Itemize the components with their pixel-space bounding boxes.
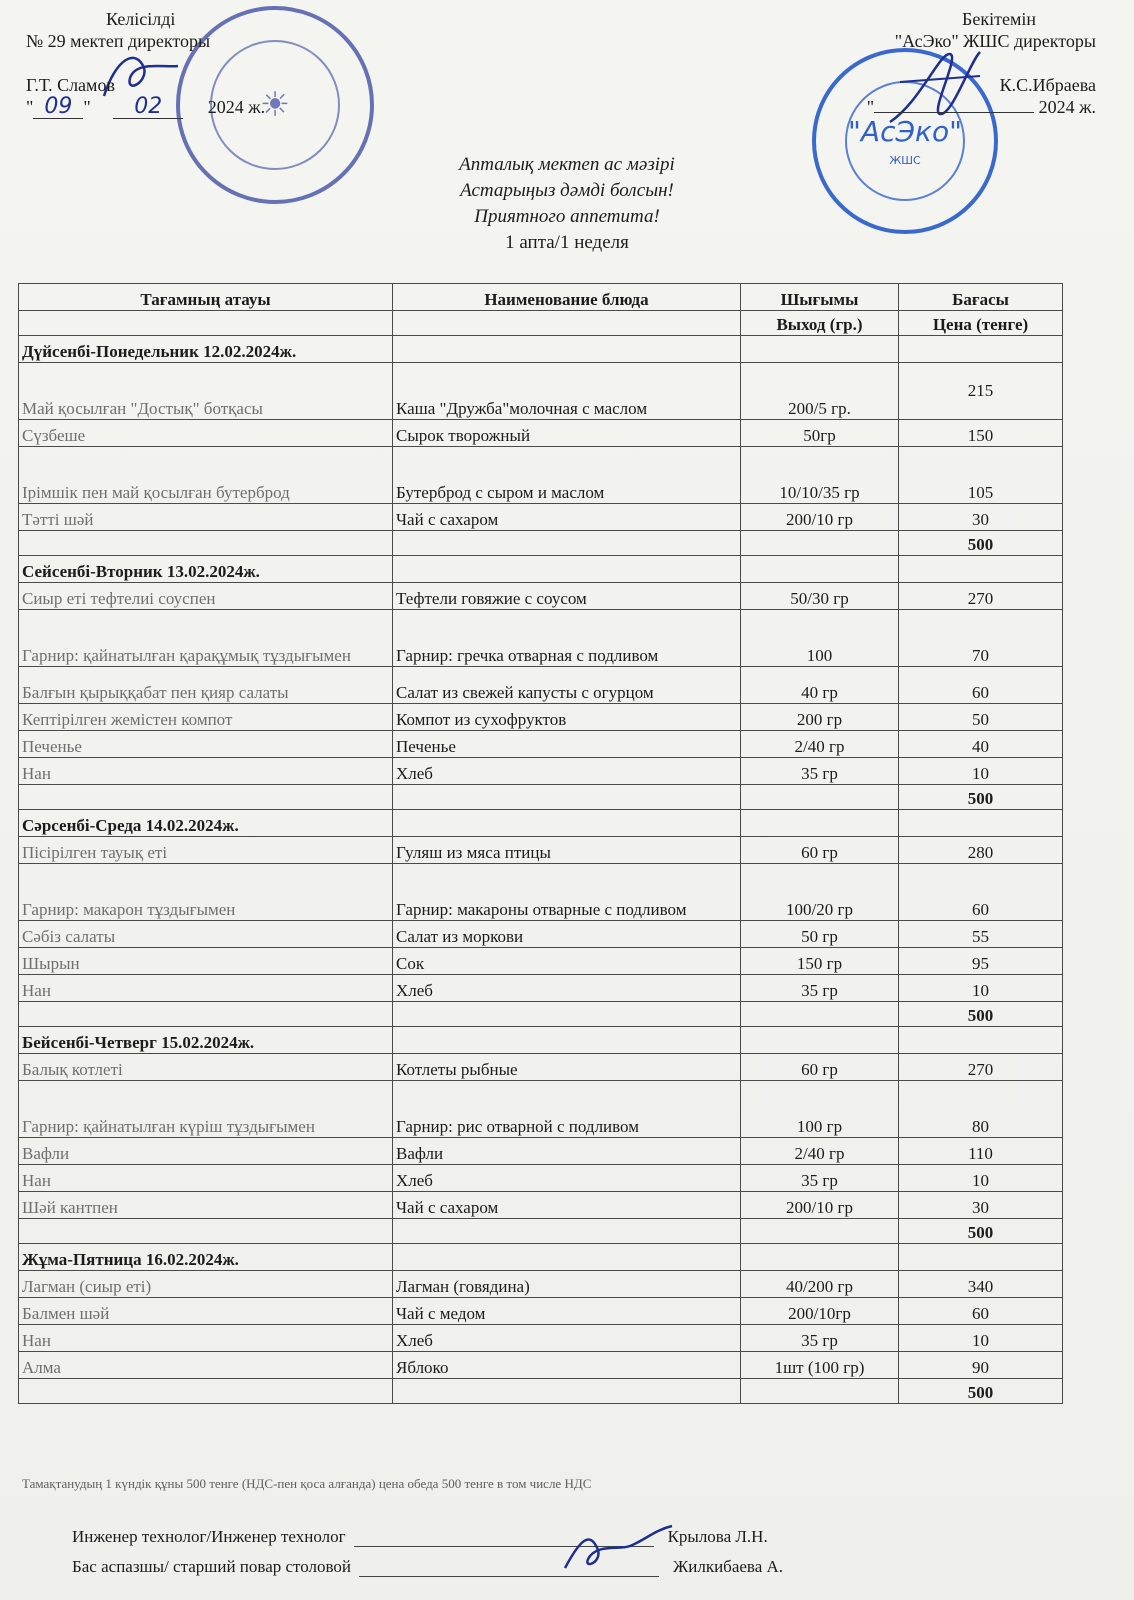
approval-right-name: К.С.Ибраева [999,75,1096,95]
dish-name-ru: Хлеб [393,1325,741,1352]
dish-price: 270 [899,583,1063,610]
dish-name-kz: Балғын қырыққабат пен қияр салаты [19,667,393,704]
dish-yield: 60 гр [741,1054,899,1081]
dish-yield: 100 [741,610,899,667]
dish-yield: 200 гр [741,704,899,731]
dish-yield: 35 гр [741,975,899,1002]
dish-yield: 200/10гр [741,1298,899,1325]
dish-name-ru: Чай с сахаром [393,504,741,531]
dish-name-ru: Гарнир: рис отварной с подливом [393,1081,741,1138]
approval-month: 02 [113,96,183,119]
table-row [19,1192,1063,1219]
dish-name-ru: Яблоко [393,1352,741,1379]
day-total-row [19,531,1063,556]
dish-name-ru: Чай с медом [393,1298,741,1325]
approval-left-date: " 09 " 02 2024 ж. [26,94,266,119]
dish-name-kz: Алма [19,1352,393,1379]
price-footnote: Тамақтанудың 1 күндік құны 500 тенге (НДС-пен қоса алғанда) цена обеда 500 тенге в том числе НДС [22,1476,592,1491]
dish-name-ru: Сырок творожный [393,420,741,447]
table-row [19,731,1063,758]
dish-name-ru: Сок [393,948,741,975]
approval-left-name: Г.Т. Сламов [26,75,115,95]
day-total-row [19,1002,1063,1027]
dish-name-kz: Гарнир: қайнатылған күріш тұздығымен [19,1081,393,1138]
header-kz: Тағамның атауы [19,284,393,311]
signature-role: Инженер технолог/Инженер технолог [72,1527,346,1546]
dish-yield: 150 гр [741,948,899,975]
dish-price: 55 [899,921,1063,948]
dish-price: 60 [899,864,1063,921]
dish-yield: 35 гр [741,1325,899,1352]
table-row [19,1298,1063,1325]
dish-name-kz: Май қосылған "Достық" ботқасы [19,363,393,420]
dish-yield: 1шт (100 гр) [741,1352,899,1379]
table-row [19,758,1063,785]
day-total: 500 [899,1379,1063,1404]
table-row [19,447,1063,504]
dish-name-kz: Сиыр еті тефтелиі соуспен [19,583,393,610]
dish-yield: 50/30 гр [741,583,899,610]
approval-day: 09 [33,96,83,119]
table-row [19,610,1063,667]
dish-name-ru: Тефтели говяжие с соусом [393,583,741,610]
dish-price: 60 [899,1298,1063,1325]
day-total-row [19,1219,1063,1244]
day-total: 500 [899,1002,1063,1027]
table-row [19,837,1063,864]
table-header-row [19,284,1063,311]
seal-small-text: ЖШС [889,154,921,167]
table-row [19,363,1063,420]
dish-price: 280 [899,837,1063,864]
table-row [19,1271,1063,1298]
dish-price: 270 [899,1054,1063,1081]
dish-price: 80 [899,1081,1063,1138]
table-row [19,583,1063,610]
day-header-row [19,1244,1063,1271]
day-total-row [19,785,1063,810]
dish-name-kz: Сәбіз салаты [19,921,393,948]
table-row [19,504,1063,531]
table-row [19,975,1063,1002]
dish-name-ru: Чай с сахаром [393,1192,741,1219]
dish-price: 70 [899,610,1063,667]
seal-brand: "АсЭко" [848,115,962,148]
dish-yield: 35 гр [741,1165,899,1192]
dish-name-ru: Хлеб [393,1165,741,1192]
dish-yield: 200/10 гр [741,504,899,531]
dish-name-kz: Ірімшік пен май қосылған бутерброд [19,447,393,504]
day-label: Бейсенбі-Четверг 15.02.2024ж. [19,1027,393,1054]
table-row [19,704,1063,731]
dish-name-kz: Тәтті шәй [19,504,393,531]
day-header-row [19,1027,1063,1054]
dish-name-ru: Хлеб [393,758,741,785]
dish-yield: 10/10/35 гр [741,447,899,504]
table-row [19,1165,1063,1192]
dish-yield: 200/5 гр. [741,363,899,420]
dish-price: 90 [899,1352,1063,1379]
dish-name-kz: Нан [19,1325,393,1352]
day-header-row [19,336,1063,363]
dish-price: 10 [899,1165,1063,1192]
dish-name-ru: Лагман (говядина) [393,1271,741,1298]
dish-name-kz: Нан [19,975,393,1002]
dish-yield: 50 гр [741,921,899,948]
dish-price: 340 [899,1271,1063,1298]
dish-name-ru: Салат из свежей капусты с огурцом [393,667,741,704]
dish-name-ru: Компот из сухофруктов [393,704,741,731]
table-row [19,667,1063,704]
dish-name-kz: Лагман (сиыр еті) [19,1271,393,1298]
table-row [19,1352,1063,1379]
table-row [19,921,1063,948]
greeting-ru: Приятного аппетита! [474,206,660,227]
dish-name-ru: Вафли [393,1138,741,1165]
day-header-row [19,810,1063,837]
dish-name-ru: Хлеб [393,975,741,1002]
table-row [19,420,1063,447]
dish-price: 110 [899,1138,1063,1165]
dish-price: 95 [899,948,1063,975]
table-row [19,1325,1063,1352]
header-yield-ru: Выход (гр.) [741,311,899,336]
approval-right-year: 2024 ж. [1038,97,1096,117]
dish-price: 30 [899,504,1063,531]
dish-price: 40 [899,731,1063,758]
dish-name-kz: Шәй кантпен [19,1192,393,1219]
dish-yield: 60 гр [741,837,899,864]
dish-price: 215 [899,363,1063,420]
dish-price: 10 [899,1325,1063,1352]
dish-name-ru: Гарнир: гречка отварная с подливом [393,610,741,667]
dish-yield: 100 гр [741,1081,899,1138]
dish-name-kz: Сүзбеше [19,420,393,447]
table-row [19,948,1063,975]
day-total: 500 [899,531,1063,556]
day-total-row [19,1379,1063,1404]
dish-name-kz: Печенье [19,731,393,758]
dish-yield: 2/40 гр [741,1138,899,1165]
dish-name-kz: Шырын [19,948,393,975]
dish-name-kz: Балық котлеті [19,1054,393,1081]
approval-right-position: "АсЭко" ЖШС директоры [894,31,1096,51]
approval-right [796,8,1096,118]
week-label: 1 апта/1 неделя [505,232,629,253]
day-total: 500 [899,1219,1063,1244]
signature-name: Жилкибаева А. [673,1557,784,1576]
day-label: Дүйсенбі-Понедельник 12.02.2024ж. [19,336,393,363]
signature-name: Крылова Л.Н. [667,1527,768,1546]
day-label: Жұма-Пятница 16.02.2024ж. [19,1244,393,1271]
dish-yield: 2/40 гр [741,731,899,758]
table-row [19,1054,1063,1081]
dish-name-kz: Нан [19,758,393,785]
dish-name-ru: Гарнир: макароны отварные с подливом [393,864,741,921]
dish-yield: 100/20 гр [741,864,899,921]
approval-right-title: Бекітемін [962,9,1036,29]
header-yield-kz: Шығымы [741,284,899,311]
dish-name-kz: Вафли [19,1138,393,1165]
table-header-row-2 [19,311,1063,336]
dish-price: 10 [899,758,1063,785]
dish-price: 60 [899,667,1063,704]
dish-yield: 40/200 гр [741,1271,899,1298]
header-price-kz: Бағасы [899,284,1063,311]
approval-right-date: " 2024 ж. [866,97,1096,117]
day-total: 500 [899,785,1063,810]
dish-yield: 50гр [741,420,899,447]
greeting-kz: Астарыңыз дәмді болсын! [460,180,674,201]
menu-table [18,283,1063,1404]
approval-left-title: Келісілді [106,9,176,29]
dish-price: 150 [899,420,1063,447]
day-label: Сейсенбі-Вторник 13.02.2024ж. [19,556,393,583]
header-price-ru: Цена (тенге) [899,311,1063,336]
approval-left [26,8,356,119]
menu-title-block [0,152,1134,256]
dish-name-kz: Пісірілген тауық еті [19,837,393,864]
signature-role: Бас аспазшы/ старший повар столовой [72,1557,352,1576]
dish-name-ru: Каша "Дружба"молочная с маслом [393,363,741,420]
dish-name-ru: Печенье [393,731,741,758]
day-label: Сәрсенбі-Среда 14.02.2024ж. [19,810,393,837]
table-row [19,1081,1063,1138]
chef-signature-icon [560,1520,680,1580]
dish-name-ru: Котлеты рыбные [393,1054,741,1081]
dish-name-ru: Салат из моркови [393,921,741,948]
dish-name-kz: Балмен шәй [19,1298,393,1325]
dish-name-ru: Гуляш из мяса птицы [393,837,741,864]
title-kz: Апталық мектеп ас мәзірі [459,154,675,175]
seal-emblem-icon: ☀ [210,40,340,170]
approval-left-position: № 29 мектеп директоры [26,31,211,51]
dish-name-kz: Кептірілген жемістен компот [19,704,393,731]
dish-price: 30 [899,1192,1063,1219]
header-ru: Наименование блюда [393,284,741,311]
dish-price: 50 [899,704,1063,731]
dish-name-kz: Гарнир: макарон тұздығымен [19,864,393,921]
dish-name-kz: Гарнир: қайнатылған қарақұмық тұздығымен [19,610,393,667]
dish-name-ru: Бутерброд с сыром и маслом [393,447,741,504]
dish-price: 10 [899,975,1063,1002]
table-row [19,1138,1063,1165]
dish-yield: 200/10 гр [741,1192,899,1219]
approval-year: 2024 ж. [207,97,266,117]
dish-yield: 40 гр [741,667,899,704]
day-header-row [19,556,1063,583]
table-row [19,864,1063,921]
dish-yield: 35 гр [741,758,899,785]
dish-price: 105 [899,447,1063,504]
dish-name-kz: Нан [19,1165,393,1192]
